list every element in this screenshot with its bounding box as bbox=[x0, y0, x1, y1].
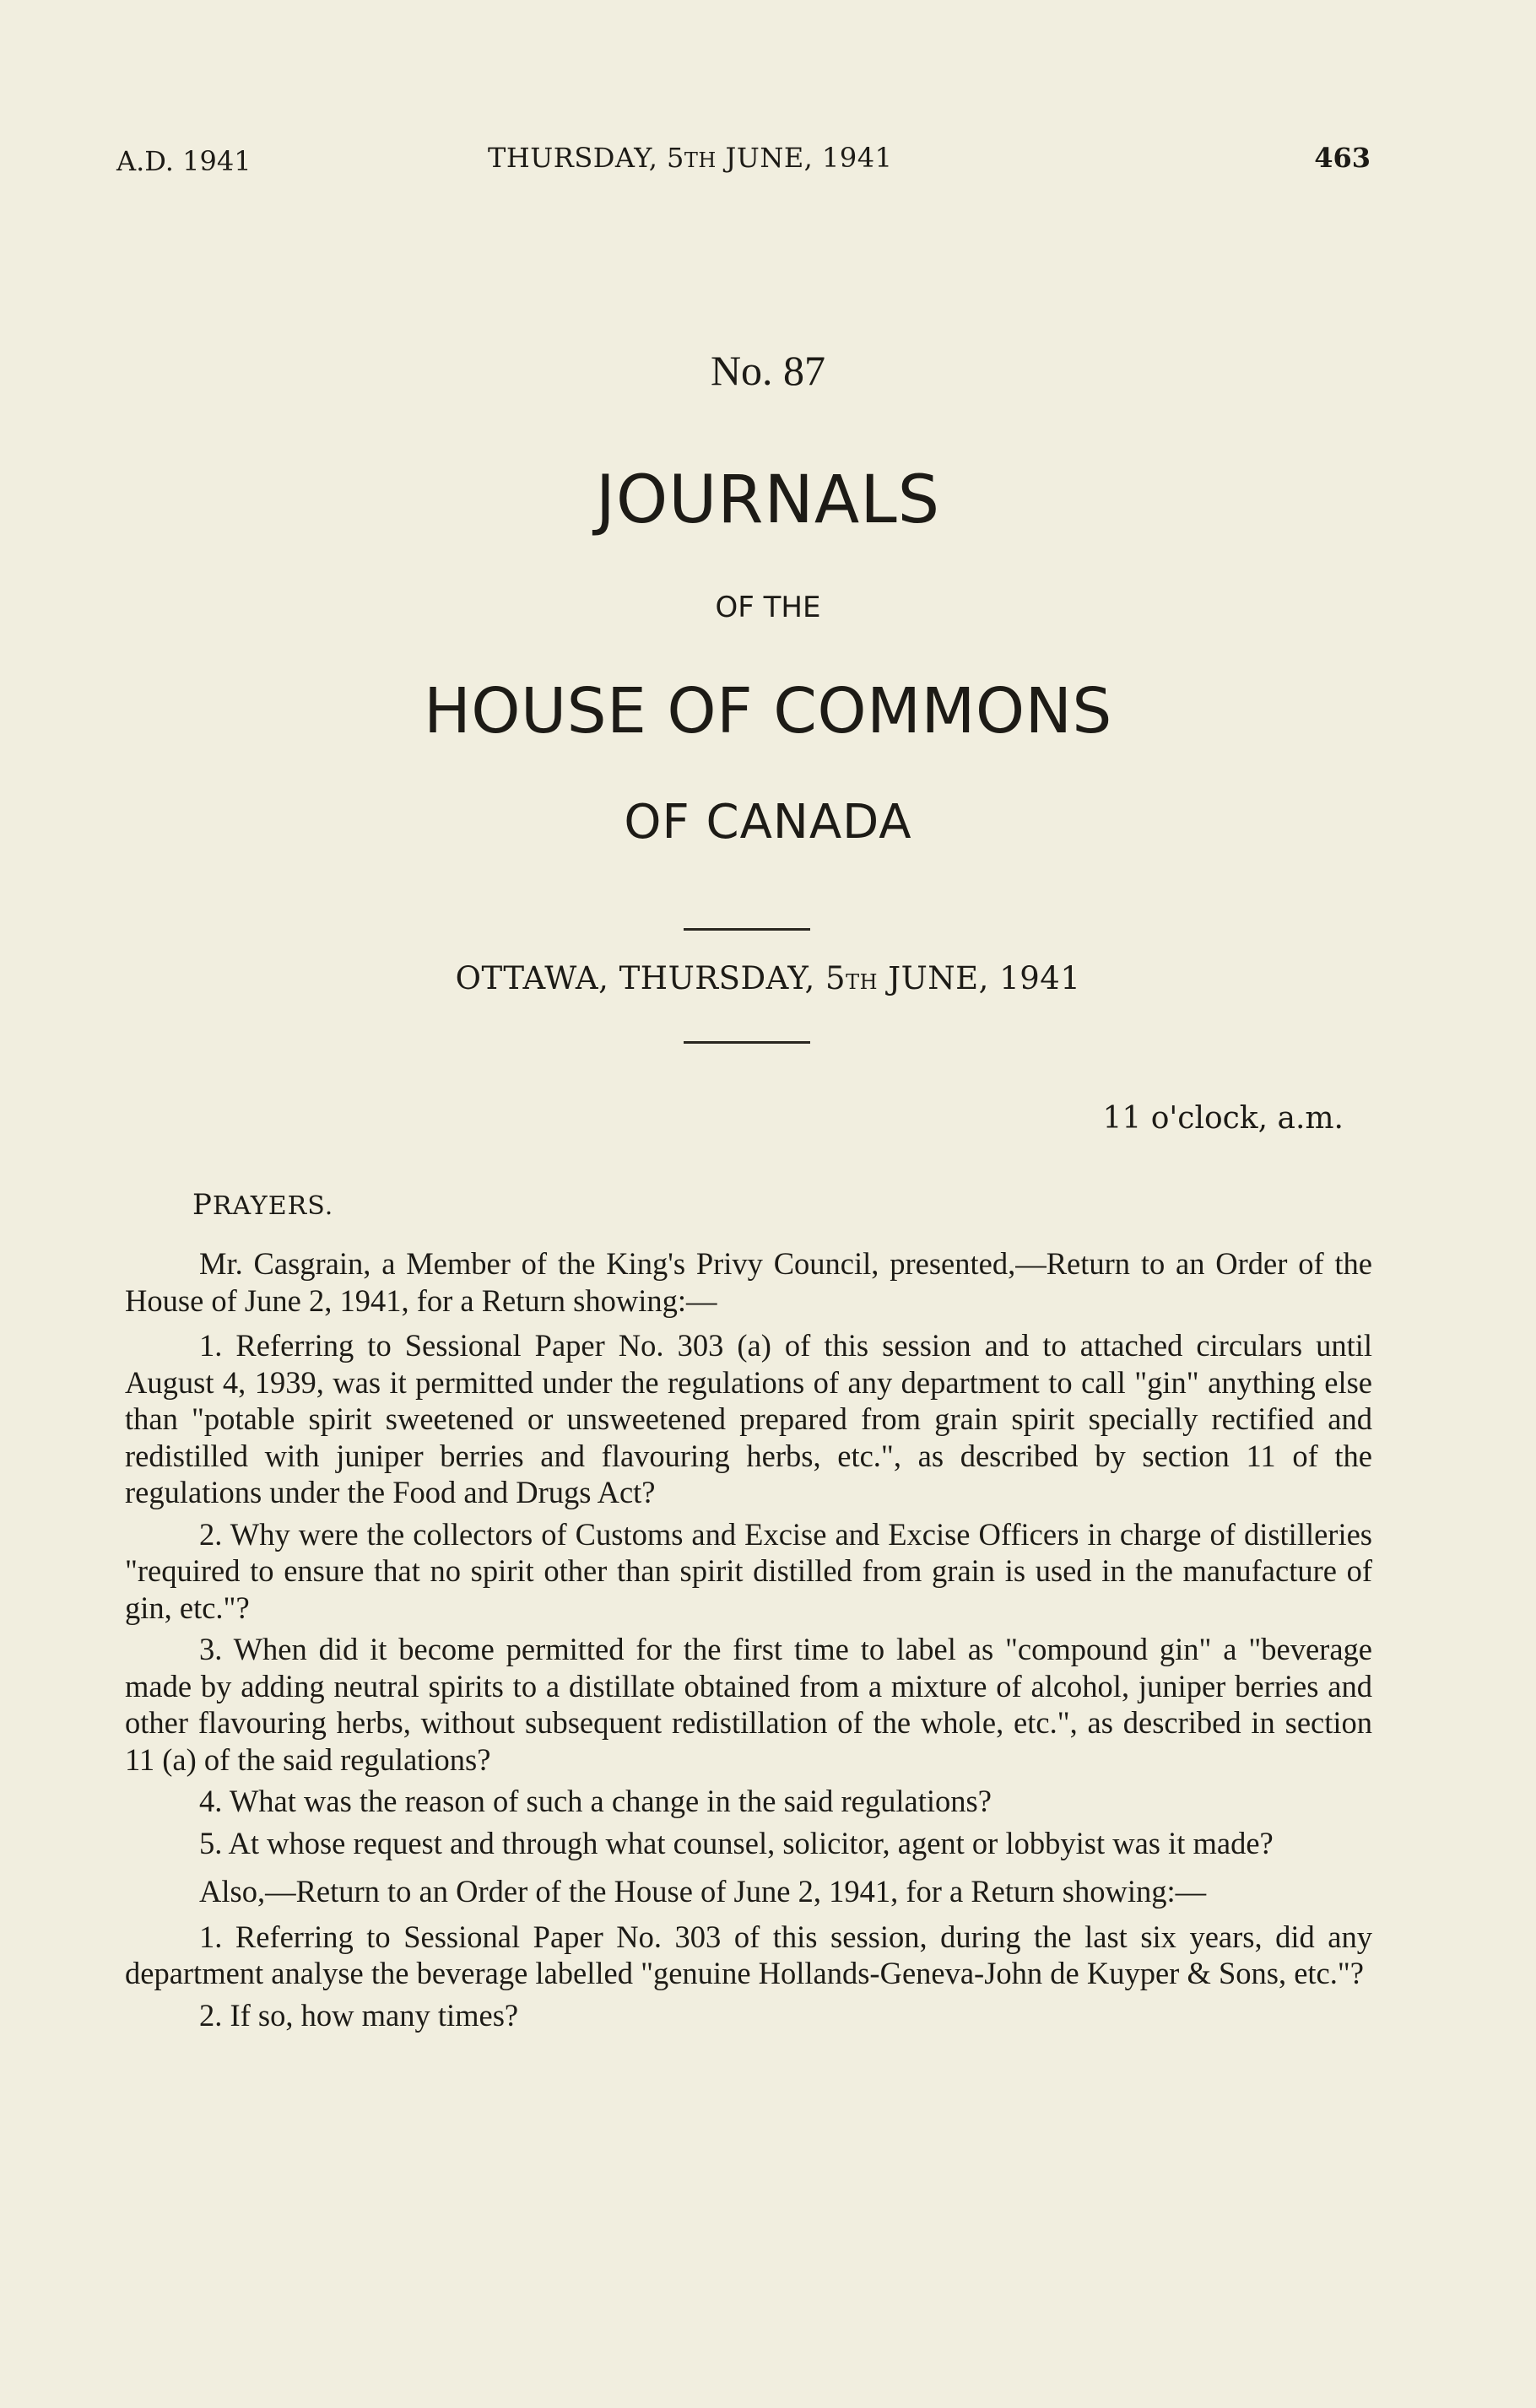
prayers-rest: RAYERS. bbox=[212, 1191, 334, 1221]
paragraph: 2. If so, how many times? bbox=[199, 1997, 519, 2033]
paragraph: 1. Referring to Sessional Paper No. 303 (a) of this session and to attached circulars until August 4, 1939, was it permitted under the regulations of any department to call "gin" anything else than "potable spirit sweetened or unsweetened prepared from grain spirit specially rectified and redistilled with juniper berries and flavouring herbs, etc.", as described by section 11 of the regulations under the Food and Drugs Act? bbox=[125, 1328, 1372, 1509]
paragraph: 1. Referring to Sessional Paper No. 303 of this session, during the last six years, did any department analyse the beverage labelled "genuine Hollands-Geneva-John de Kuyper & Sons, etc."? bbox=[125, 1919, 1372, 1990]
of-the-label: OF THE bbox=[715, 591, 821, 624]
divider-rule bbox=[684, 1041, 810, 1044]
paragraph: 3. When did it become permitted for the first time to label as "compound gin" a "beverage made by adding neutral spirits to a distillate obtained from a mixture of alcohol, juniper berries and other flavouring herbs, without subsequent redistillation of the whole, etc.", as described in section 11 (a) of the said regulations? bbox=[125, 1632, 1372, 1777]
page-number: 463 bbox=[1314, 142, 1371, 174]
header-date bbox=[488, 142, 892, 174]
dateline-suffix: TH bbox=[846, 970, 879, 994]
issue-number: No. 87 bbox=[710, 347, 826, 394]
running-head bbox=[116, 142, 1371, 184]
header-year: A.D. 1941 bbox=[116, 145, 251, 177]
journals-title: JOURNALS bbox=[595, 462, 941, 538]
dateline-part: OTTAWA, THURSDAY, 5 bbox=[455, 960, 846, 996]
header-date-suffix: TH bbox=[684, 148, 717, 172]
paragraph: Also,—Return to an Order of the House of June 2, 1941, for a Return showing:— bbox=[199, 1874, 1207, 1909]
house-of-commons-title: HOUSE OF COMMONS bbox=[424, 675, 1112, 748]
header-date-part: THURSDAY, 5 bbox=[488, 142, 684, 174]
paragraph: 2. Why were the collectors of Customs and Excise and Excise Officers in charge of distilleries "required to ensure that no spirit other than spirit distilled from grain is used in the manufacture of gin, etc."? bbox=[125, 1516, 1372, 1625]
paragraph: Mr. Casgrain, a Member of the King's Privy Council, presented,—Return to an Order of the House of June 2, 1941, for a Return showing:— bbox=[125, 1246, 1372, 1318]
of-canada-label: OF CANADA bbox=[624, 795, 912, 850]
paragraph: 5. At whose request and through what counsel, solicitor, agent or lobbyist was it made? bbox=[199, 1825, 1274, 1860]
divider-rule bbox=[684, 928, 810, 931]
sitting-time: 11 o'clock, a.m. bbox=[1102, 1101, 1344, 1136]
dateline-part: JUNE, 1941 bbox=[878, 960, 1081, 996]
header-date-part: JUNE, 1941 bbox=[716, 142, 893, 174]
dateline bbox=[0, 960, 1536, 996]
prayers-heading bbox=[192, 1188, 333, 1222]
prayers-initial: P bbox=[192, 1188, 213, 1222]
proceedings-body bbox=[125, 1234, 1372, 2038]
paragraph: 4. What was the reason of such a change in the said regulations? bbox=[199, 1784, 992, 1818]
